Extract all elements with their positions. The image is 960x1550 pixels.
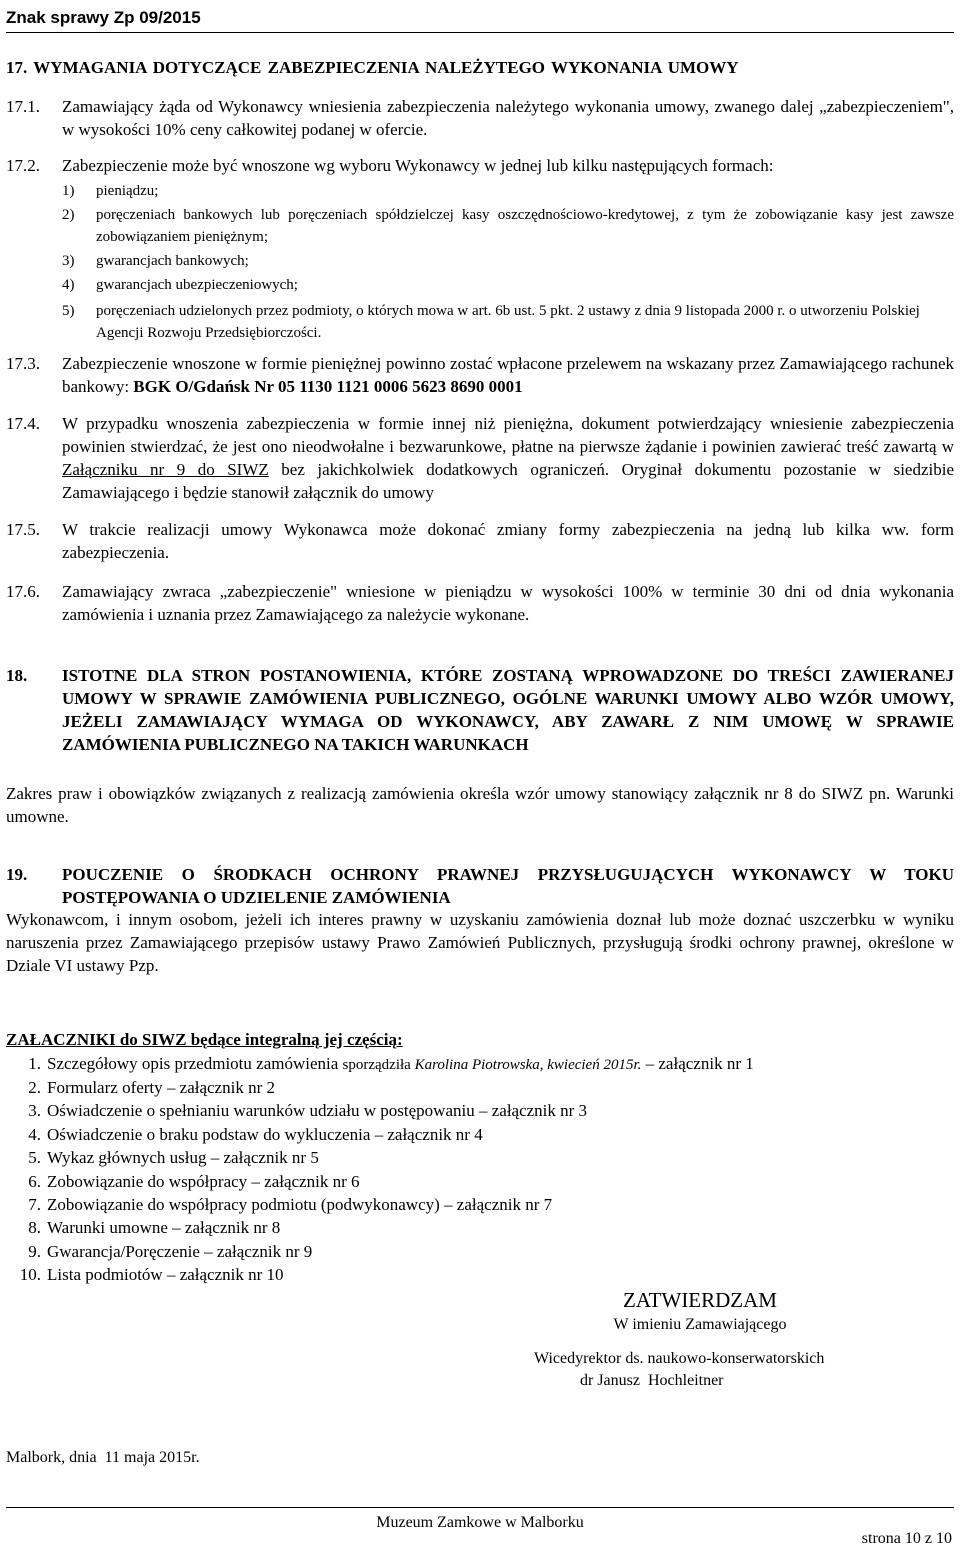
list-item-text: pieniądzu;	[96, 183, 159, 199]
list-item-text: Warunki umowne – załącznik nr 8	[47, 1218, 281, 1238]
footer-divider	[6, 1507, 954, 1508]
section-17-title: 17. WYMAGANIA DOTYCZĄCE ZABEZPIECZENIA NALEŻYTEGO WYKONANIA UMOWY	[6, 58, 739, 77]
list-item	[0, 1052, 954, 1076]
case-number: Znak sprawy Zp 09/2015	[6, 8, 201, 27]
header-divider	[6, 32, 954, 33]
list-item-text: Zobowiązanie do współpracy podmiotu (podwykonawcy) – załącznik nr 7	[47, 1195, 553, 1215]
bank-account-number: BGK O/Gdańsk Nr 05 1130 1121 0006 5623 8690 0001	[133, 377, 523, 396]
list-item	[0, 1099, 954, 1122]
para-17-4-body-b: bez jakichkolwiek dodatkowych ograniczeń. Oryginał dokumentu pozostanie w siedzibie Zamawiającego i będzie stanowił załącznik do umowy	[62, 460, 955, 502]
section-18-title: ISTOTNE DLA STRON POSTANOWIENIA, KTÓRE ZOSTANĄ WPROWADZONE DO TREŚCI ZAWIERANEJ UMOWY W SPRAWIE ZAMÓWIENIA PUBLICZNEGO, OGÓLNE WARUNKI UMOWY ALBO WZÓR UMOWY, JEŻELI ZAMAWIAJĄCY WYMAGA OD WYKONAWCY, ABY ZAWARŁ Z NIM UMOWĘ W SPRAWIE ZAMÓWIENIA PUBLICZNEGO NA TAKICH WARUNKACH	[62, 666, 954, 754]
para-17-2-intro: Zabezpieczenie może być wnoszone wg wyboru Wykonawcy w jednej lub kilku następujących formach:	[62, 156, 774, 175]
list-item-number: 1)	[62, 183, 75, 199]
section-19-number: 19.	[6, 865, 28, 884]
security-forms-list	[62, 180, 954, 344]
list-item-number: 3)	[62, 253, 75, 269]
list-item-number: 8.	[28, 1218, 41, 1238]
list-item-number: 3.	[28, 1101, 41, 1121]
list-item-number: 9.	[28, 1241, 41, 1261]
list-item	[0, 1240, 954, 1263]
para-17-4-body-a: W przypadku wnoszenia zabezpieczenia w formie innej niż pieniężna, dokument potwierdzający wniesienie zabezpieczenia powinien stwierdzać, że jest ono nieodwołalne i bezwarunkowe, płatne na pierwsze żądanie i powinien zawierać treść zawartą w	[62, 414, 954, 456]
para-17-3-body: Zabezpieczenie wnoszone w formie pieniężnej powinno zostać wpłacone przelewem na wskazany przez Zamawiającego rachunek bankowy:	[62, 354, 954, 396]
list-item-number: 5)	[62, 303, 75, 319]
para-17-2-number: 17.2.	[6, 156, 40, 175]
section-19-body: Wykonawcom, i innym osobom, jeżeli ich interes prawny w uzyskaniu zamówienia doznał lub może doznać uszczerbku w wyniku naruszenia przez Zamawiającego przepisów ustawy Prawo Zamówień Publicznych, przysługują środki ochrony prawnej, określone w Dziale VI ustawy Pzp.	[6, 910, 954, 975]
para-17-3-number: 17.3.	[6, 354, 40, 373]
list-item-text: Lista podmiotów – załącznik nr 10	[47, 1265, 284, 1285]
list-item-text: gwarancjach ubezpieczeniowych;	[96, 277, 298, 293]
place-date: Malbork, dnia 11 maja 2015r.	[6, 1449, 200, 1466]
attachment-1-prepared-by: sporządziła	[342, 1057, 415, 1073]
list-item-number: 10.	[19, 1265, 41, 1285]
list-item-text: Zobowiązanie do współpracy – załącznik nr 6	[47, 1171, 360, 1191]
footer-institution: Muzeum Zamkowe w Malborku	[376, 1514, 584, 1531]
list-item	[62, 204, 954, 248]
approval-position: Wicedyrektor ds. naukowo-konserwatorskich	[534, 1350, 825, 1367]
list-item-text: gwarancjach bankowych;	[96, 253, 249, 269]
list-item-text: poręczeniach bankowych lub poręczeniach spółdzielczej kasy oszczędnościowo-kredytowej, z tym że zobowiązanie kasy jest zawsze zobowiązaniem pieniężnym;	[96, 207, 954, 245]
list-item-text: Wykaz głównych usług – załącznik nr 5	[47, 1148, 319, 1168]
list-item-text: Oświadczenie o braku podstaw do wykluczenia – załącznik nr 4	[47, 1124, 483, 1144]
list-item	[0, 1076, 954, 1099]
para-17-3-text	[62, 352, 954, 398]
list-item	[0, 1170, 954, 1193]
list-item	[62, 300, 954, 344]
attachment-1-number: – załącznik nr 1	[641, 1054, 754, 1073]
approval-on-behalf: W imieniu Zamawiającego	[613, 1316, 787, 1333]
para-17-5-text: W trakcie realizacji umowy Wykonawca może dokonać zmiany formy zabezpieczenia na jedną lub kilka ww. form zabezpieczenia.	[62, 520, 954, 562]
page-number: strona 10 z 10	[861, 1530, 952, 1547]
list-item	[0, 1146, 954, 1169]
attachment-1-author: Karolina Piotrowska, kwiecień 2015r.	[414, 1057, 642, 1073]
approval-title: ZATWIERDZAM	[623, 1288, 777, 1312]
list-item	[62, 250, 954, 272]
list-item-text: Formularz oferty – załącznik nr 2	[47, 1078, 275, 1097]
approval-signatory: dr Janusz Hochleitner	[580, 1372, 724, 1389]
list-item-number: 2.	[28, 1078, 41, 1097]
para-17-6-text: Zamawiający zwraca „zabezpieczenie" wniesione w pieniądzu w wysokości 100% w terminie 30 dni od dnia wykonania zamówienia i uznania przez Zamawiającego za należycie wykonane.	[62, 582, 954, 624]
attachment-9-reference: Załączniku nr 9 do SIWZ	[62, 460, 269, 479]
attachments-title: ZAŁACZNIKI do SIWZ będące integralną jej częścią:	[6, 1030, 403, 1049]
para-17-5-number: 17.5.	[6, 520, 40, 539]
list-item	[0, 1193, 954, 1216]
list-item-number: 1.	[28, 1054, 41, 1073]
list-item	[0, 1123, 954, 1146]
para-17-1-text: Zamawiający żąda od Wykonawcy wniesienia zabezpieczenia należytego wykonania umowy, zwanego dalej „zabezpieczeniem", w wysokości 10% ceny całkowitej podanej w ofercie.	[62, 97, 954, 139]
list-item	[62, 274, 954, 296]
list-item-text: Oświadczenie o spełnianiu warunków udziału w postępowaniu – załącznik nr 3	[47, 1101, 588, 1121]
list-item-number: 6.	[28, 1171, 41, 1191]
para-17-4-number: 17.4.	[6, 414, 40, 433]
list-item-number: 4)	[62, 277, 75, 293]
section-19-title: POUCZENIE O ŚRODKACH OCHRONY PRAWNEJ PRZYSŁUGUJĄCYCH WYKONAWCY W TOKU POSTĘPOWANIA O UDZIELENIE ZAMÓWIENIA	[62, 865, 954, 907]
attachments-list	[0, 1052, 954, 1287]
para-17-4-text	[62, 412, 954, 504]
list-item-number: 7.	[28, 1195, 41, 1215]
list-item-number: 4.	[28, 1124, 41, 1144]
section-18-body: Zakres praw i obowiązków związanych z realizacją zamówienia określa wzór umowy stanowiący załącznik nr 8 do SIWZ pn. Warunki umowne.	[6, 784, 954, 826]
para-17-6-number: 17.6.	[6, 582, 40, 601]
list-item-number: 2)	[62, 207, 75, 223]
section-18-number: 18.	[6, 666, 28, 685]
list-item-text	[47, 1052, 754, 1076]
list-item	[62, 180, 954, 202]
list-item-number: 5.	[28, 1148, 41, 1168]
list-item	[0, 1216, 954, 1239]
list-item-text: poręczeniach udzielonych przez podmioty, o których mowa w art. 6b ust. 5 pkt. 2 ustawy z dnia 9 listopada 2000 r. o utworzeniu Polskiej Agencji Rozwoju Przedsiębiorczości.	[96, 303, 920, 341]
attachment-1-description: Szczegółowy opis przedmiotu zamówienia	[47, 1054, 343, 1073]
list-item-text: Gwarancja/Poręczenie – załącznik nr 9	[47, 1241, 313, 1261]
para-17-1-number: 17.1.	[6, 97, 40, 116]
list-item	[0, 1263, 954, 1286]
